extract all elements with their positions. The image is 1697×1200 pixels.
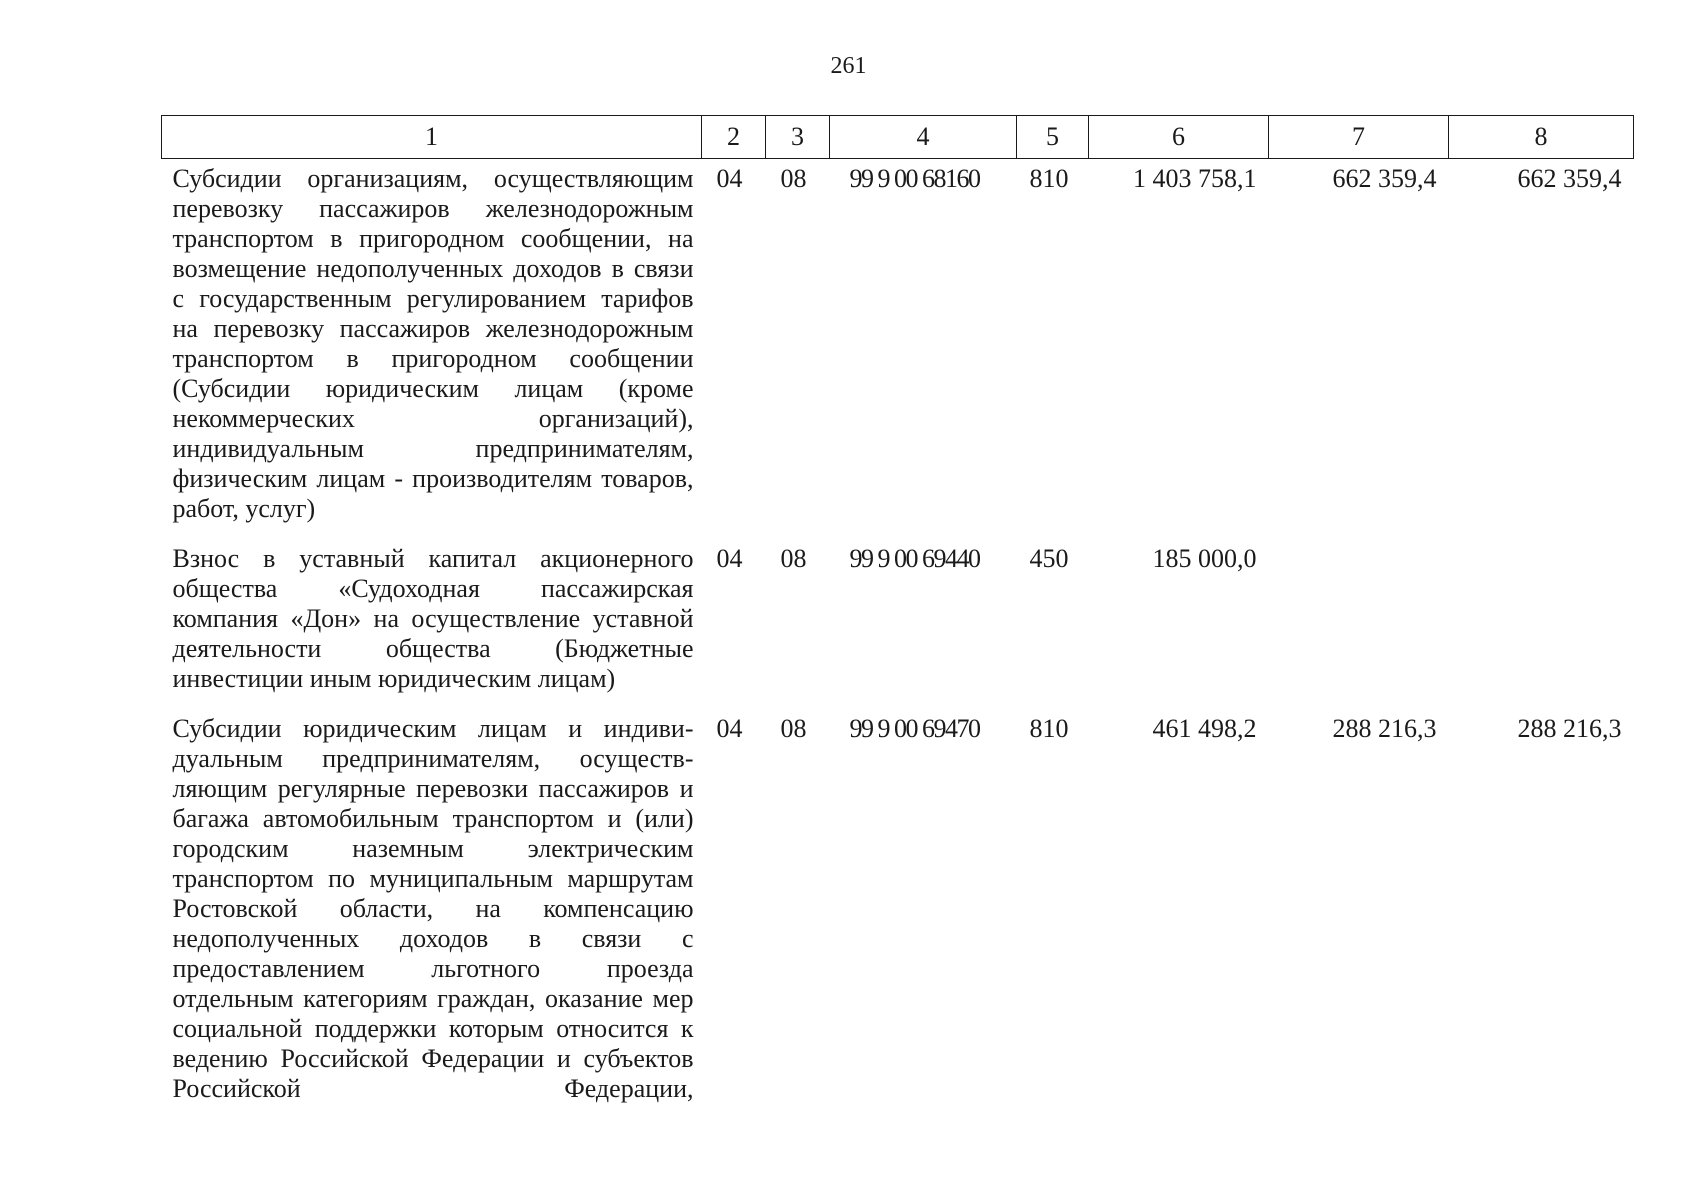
column-header-5: 5 bbox=[1017, 116, 1089, 159]
row-amount-3: 288 216,3 bbox=[1517, 714, 1622, 743]
row-amount-2 bbox=[1269, 534, 1449, 704]
budget-table bbox=[161, 115, 1634, 1114]
row-subsection-code: 08 bbox=[780, 164, 807, 193]
column-header-6: 6 bbox=[1089, 116, 1269, 159]
row-amount-1: 461 498,2 bbox=[1152, 714, 1257, 743]
page-number: 261 bbox=[830, 53, 867, 79]
column-header-7: 7 bbox=[1269, 116, 1449, 159]
column-header-3: 3 bbox=[766, 116, 830, 159]
row-amount-3 bbox=[1449, 534, 1634, 704]
row-description: Субсидии юридическим лицам и индивидуальным предпринимателям, осуществляющим регулярные перевозки пассажиров и багажа автомобильным транспортом и (или) городским наземным электрическим транспортом по муниципальным маршрутам Ростовской области, на компенсацию недополученных доходов в связи с предоставлением льготного проезда отдельным категориям граждан, оказание мер социальной поддержки которым относится к ведению Российской Федерации и субъектов Российской Федерации, bbox=[172, 714, 694, 1103]
row-subsection-code: 08 bbox=[780, 714, 807, 743]
column-header-1: 1 bbox=[162, 116, 702, 159]
row-amount-3: 662 359,4 bbox=[1517, 164, 1622, 193]
row-description: Взнос в уставный капитал акционерного общества «Судоходная пассажирская компания «Дон» на осуществление уставной деятельности общества (Бюджетные инвестиции иным юридическим лицам) bbox=[172, 544, 694, 693]
row-expense-type-code: 810 bbox=[1029, 714, 1069, 743]
row-target-article-code: 99 9 00 68160 bbox=[849, 164, 980, 193]
column-header-2: 2 bbox=[702, 116, 766, 159]
header-row bbox=[162, 116, 1634, 159]
row-expense-type-code: 810 bbox=[1029, 164, 1069, 193]
column-header-4: 4 bbox=[830, 116, 1017, 159]
table-row bbox=[162, 159, 1634, 535]
row-section-code: 04 bbox=[716, 164, 743, 193]
table-row bbox=[162, 534, 1634, 704]
row-amount-2: 288 216,3 bbox=[1332, 714, 1437, 743]
row-amount-1: 185 000,0 bbox=[1152, 544, 1257, 573]
row-target-article-code: 99 9 00 69470 bbox=[849, 714, 980, 743]
row-section-code: 04 bbox=[716, 544, 743, 573]
row-subsection-code: 08 bbox=[780, 544, 807, 573]
column-header-8: 8 bbox=[1449, 116, 1634, 159]
row-section-code: 04 bbox=[716, 714, 743, 743]
table-row bbox=[162, 704, 1634, 1114]
row-expense-type-code: 450 bbox=[1029, 544, 1069, 573]
row-target-article-code: 99 9 00 69440 bbox=[849, 544, 980, 573]
row-amount-1: 1 403 758,1 bbox=[1133, 164, 1257, 193]
row-amount-2: 662 359,4 bbox=[1332, 164, 1437, 193]
row-description: Субсидии организациям, осуществляющим перевозку пассажиров железнодорожным транспортом в пригородном сообщении, на возмещение недополученных доходов в связи с государственным регулированием тарифов на перевозку пассажиров железнодорожным транспортом в пригородном сообщении (Субсидии юридическим лицам (кроме некоммерческих организаций), индивидуальным предпринимателям, физическим лицам - производителям товаров, работ, услуг) bbox=[172, 164, 694, 523]
